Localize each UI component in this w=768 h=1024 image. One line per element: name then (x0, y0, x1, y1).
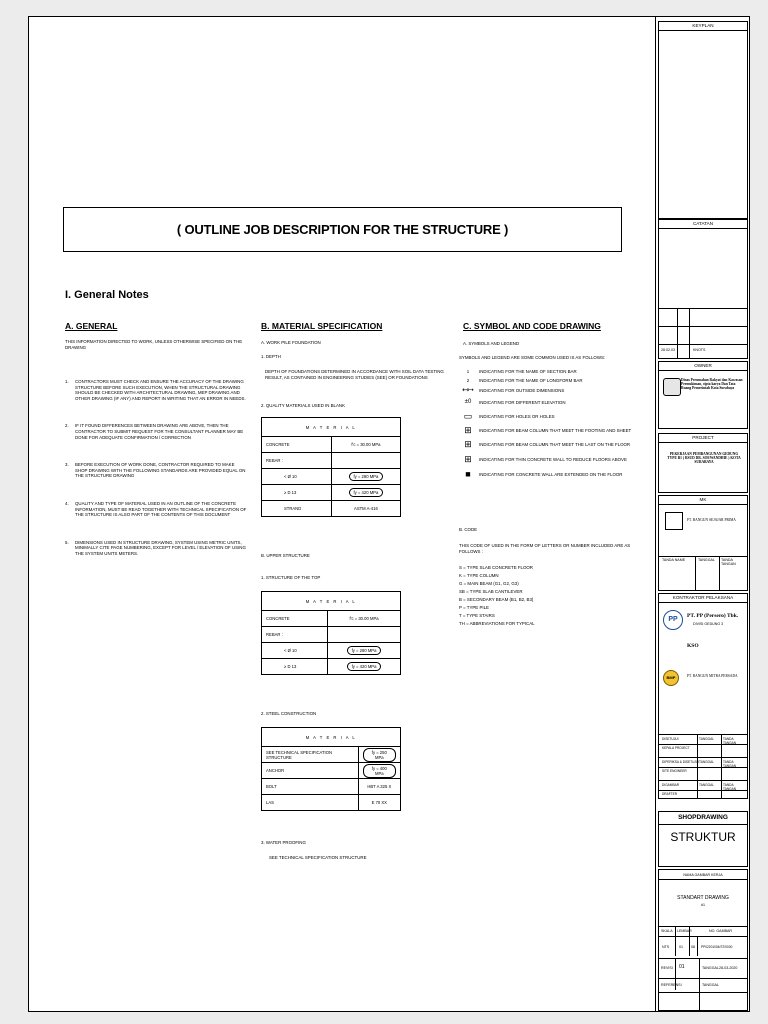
table-row (262, 747, 401, 763)
table-cell: BOLT (262, 779, 359, 795)
depth-label: 1. DEPTH (261, 354, 281, 359)
list-item (457, 410, 647, 424)
keyplan-box (658, 21, 748, 219)
symbol-list (457, 367, 647, 482)
table-header: M A T E R I A L (262, 418, 401, 437)
table-row (262, 437, 401, 453)
table-cell: ASTM A-416 (331, 501, 400, 517)
bmp-company: PT. BANGUN MITRA PERSADA (687, 674, 738, 678)
drawing-no-label: NO. GAMBAR (709, 929, 732, 933)
material-table-1 (261, 417, 401, 517)
table-cell: ≥ D 13 (262, 659, 328, 675)
kontraktor-label: KONTRAKTOR PELAKSANA (659, 594, 747, 603)
list-item: TH = ABBREVIATIONS FOR TYPICAL (459, 621, 535, 626)
checked-label: DIPERIKSA & DISETUJUI (662, 760, 700, 764)
pp-logo-icon: PP (663, 610, 683, 630)
bmp-logo-icon: BMP (663, 670, 679, 686)
material-sub3a: 1. STRUCTURE OF THE TOP (261, 575, 321, 580)
legend-text: INDICATING FOR HOLES OR HOLES (479, 414, 555, 420)
checked-date: TANGGAL (699, 760, 714, 764)
table-header: M A T E R I A L (262, 728, 401, 747)
list-item (457, 385, 647, 396)
legend-text: INDICATING FOR THIN CONCRETE WALL TO REDUCE FLOORS ABOVE (479, 457, 627, 463)
table-cell: E 70 XX (358, 795, 400, 811)
drawing-name-label: NAMA GAMBAR KERJA (683, 873, 723, 877)
project-box (658, 433, 748, 493)
list-item (457, 396, 647, 410)
legend-symbol: ⊞ (464, 425, 472, 436)
list-item (457, 438, 647, 452)
material-sub3: B. UPPER STRUCTURE (261, 553, 310, 558)
owner-label: OWNER (659, 362, 747, 371)
drawn-date: TANGGAL (699, 783, 714, 787)
approved-label: DISETUJUI (662, 737, 679, 741)
table-row (262, 627, 401, 643)
legend-symbol: ↤↦ (462, 386, 474, 394)
scale-value: NTS (662, 945, 670, 949)
legend-symbol: ▭ (463, 411, 473, 422)
kontraktor-box (658, 593, 748, 799)
drawn-label: DIGAMBAR (662, 783, 680, 787)
table-cell: STRAND (262, 501, 332, 517)
table-cell: < Ø 10 (262, 643, 328, 659)
pp-division: DIVISI GEDUNG 3 (693, 622, 724, 626)
drawing-no-value: PP02201004/ST/0000 (701, 945, 733, 949)
legend-text: INDICATING FOR THE NAME OF LONGFORM BAR (479, 377, 583, 383)
catatan-date: 28.02.03 (661, 348, 675, 352)
date-label: TANGGAL (702, 966, 719, 970)
list-item: 1. CONTRACTORS MUST CHECK AND ENSURE THE ACCURACY OF THE DRAWING STRUCTURE BEFORE SUCH EXECUTION, WHEN THE STRUCTURAL DRAWING SHOULD BE CHECKED WITH ARCHITECTURAL DRAWING, MEP DRAWING AND OTHER DRAWING (IF ANY) AND REPORT IN WRITING THAT AN ERROR IN NEEDS. (65, 379, 246, 401)
catatan-label: CATATAN (659, 220, 747, 229)
table-cell: LAS (262, 795, 359, 811)
mk-date-col: TANGGAL (698, 558, 715, 562)
legend-text: INDICATING FOR THE NAME OF SECTION BAR (479, 368, 577, 374)
table-cell: fy = 420 MPa (349, 488, 384, 497)
material-table-2 (261, 591, 401, 675)
table-row (262, 763, 401, 779)
checked-sign: TANDA TANGAN (723, 760, 737, 768)
depth-text: DEPTH OF FOUNDATIONS DETERMINED IN ACCORDANCE WITH SOIL DATA TESTING RESULT, AS CONTAINED IN ENGINEERING STUDIES (SEE) OR FOUNDATIONS (265, 369, 444, 380)
table-row (262, 469, 401, 485)
list-item (457, 452, 647, 468)
pp-company: PT. PP (Persero) Tbk. (687, 613, 739, 619)
list-item-text: QUALITY AND TYPE OF MATERIAL USED IN AN OUTLINE OF THE CONCRETE INFORMATION, MUST BE READ TOGETHER WITH TECHNICAL SPECIFICATION OF THE STRUCTURE IS ALSO PART OF THE CONTENTS OF THIS DOCUMENT (75, 500, 247, 518)
project-label: PROJECT (659, 434, 747, 443)
table-row (262, 611, 401, 627)
table-cell: fy = 400 MPa (363, 764, 396, 778)
table-row (262, 501, 401, 517)
material-sub5: 3. WATER PROOFING (261, 840, 306, 845)
legend-text: INDICATING FOR BEAM COLUMN THAT MEET THE FOOTING AND SHEET (479, 428, 632, 434)
owner-text: Dinas Perumahan Rakyat dan Kawasan Permukiman, cipta karya Dan Tata Ruang Pemerintah Kota Surabaya (681, 378, 743, 390)
legend-symbol: ⊞ (464, 454, 472, 465)
table-row (262, 795, 401, 811)
material-sub1: A. WORK PILE FOUNDATION (261, 340, 321, 345)
list-item: G = MAIN BEAM (G1, G2, G3) (459, 581, 519, 586)
table-row (262, 643, 401, 659)
table-cell: CONCRETE (262, 611, 328, 627)
legend-symbol: ⊞ (464, 439, 472, 450)
scale-label: SKALA (661, 929, 673, 933)
mk-logo-icon (665, 512, 683, 530)
date-value: 28-03-2020 (719, 966, 738, 970)
list-item (457, 367, 647, 376)
table-cell: f'c = 30.00 MPa (331, 437, 400, 453)
table-cell: fy = 420 MPa (347, 662, 382, 671)
reference-label: REFERENSI (661, 983, 682, 987)
table-cell (328, 627, 401, 643)
legend-text: INDICATING FOR BEAM COLUMN THAT MEET THE LAST ON THE FLOOR (479, 442, 631, 448)
mk-sign-col: TANDA TANGAN (721, 558, 736, 566)
table-cell: ≥ D 13 (262, 485, 332, 501)
drawing-name: STANDART DRAWING (677, 895, 729, 901)
table-cell: fy = 250 MPa (363, 748, 396, 762)
shopdrawing-box (658, 811, 748, 867)
drawn-sign: TANDA TANGAN (723, 783, 737, 791)
table-cell: f'c = 30.00 MPa (328, 611, 401, 627)
list-item (457, 468, 647, 482)
drawing-number: #1 (701, 903, 705, 907)
table-cell: HBT A 325 X (358, 779, 400, 795)
material-heading: B. MATERIAL SPECIFICATION (261, 321, 383, 331)
shopdrawing-title: STRUKTUR (670, 830, 736, 844)
material-table-3 (261, 727, 401, 811)
symbol-heading: C. SYMBOL AND CODE DRAWING (463, 321, 601, 331)
shopdrawing-label: SHOPDRAWING (659, 812, 747, 825)
drawing-sheet (28, 16, 750, 1012)
section-heading: I. General Notes (65, 289, 149, 301)
sheet-total: 08 (691, 945, 695, 949)
table-cell: SEE TECHNICAL SPECIFICATION STRUCTURE (262, 747, 359, 763)
list-item-text: CONTRACTORS MUST CHECK AND ENSURE THE ACCURACY OF THE DRAWING STRUCTURE BEFORE SUCH EXECUTION, WHEN THE STRUCTURAL DRAWING SHOULD BE CHECKED WITH ARCHITECTURAL DRAWING, MEP DRAWING AND OTHER DRAWING (IF ANY) AND REPORT IN WRITING THAT AN ERROR IN NEEDS. (75, 379, 246, 401)
general-list (65, 379, 247, 557)
material-sub5-text: SEE TECHNICAL SPECIFICATION STRUCTURE (269, 855, 367, 860)
list-item (457, 376, 647, 385)
approved-sign: TANDA TANGAN (723, 737, 737, 745)
approved-role: KEPALA PROJECT (662, 746, 690, 750)
mk-label: MK (659, 496, 747, 505)
list-item-text: IF IT FOUND DIFFERENCES BETWEEN DRAWING ARE ABOVE, THEN THE CONTRACTOR TO SUBMIT REQUEST FOR THE CONSULTANT PLANNER MAY BE DONE FOR ADEQUATE CONFIRMATION / CORRECTION (75, 423, 244, 440)
list-item: S = TYPE SLAB CONCRETE FLOOR (459, 565, 533, 570)
title-block (655, 17, 750, 1011)
table-cell: CONCRETE (262, 437, 332, 453)
catatan-box (658, 219, 748, 359)
catatan-note: KNOTS (693, 348, 706, 352)
list-item: 2. IF IT FOUND DIFFERENCES BETWEEN DRAWING ARE ABOVE, THEN THE CONTRACTOR TO SUBMIT REQUEST FOR THE CONSULTANT PLANNER MAY BE DONE FOR ADEQUATE CONFIRMATION / CORRECTION (65, 423, 247, 440)
legend-text: INDICATING FOR CONCRETE WALL ARE EXTENDED ON THE FLOOR (479, 472, 623, 478)
list-item-text: DIMENSIONS USED IN STRUCTURE DRAWING, SYSTEM USING METRIC UNITS, MINIMALLY CITE PAGE NUMBERING, EXCEPT FOR LEVEL / ELEVATION OF USING THE SYSTEM UNITS METERS. (75, 539, 246, 556)
sheet-value: 01 (679, 945, 683, 949)
table-row (262, 485, 401, 501)
revision-label: REVISI (661, 966, 673, 970)
mk-company: PT. BANGUN SEJAJAR PRIMA (687, 518, 736, 522)
table-cell: fy = 280 MPa (347, 646, 382, 655)
symbol-sub2: B. CODE (459, 527, 478, 532)
code-list (459, 565, 639, 629)
list-item: T = TYPE STAIRS (459, 613, 495, 618)
table-cell: REBAR : (262, 453, 332, 469)
list-item: 4. QUALITY AND TYPE OF MATERIAL USED IN AN OUTLINE OF THE CONCRETE INFORMATION, MUST BE READ TOGETHER WITH TECHNICAL SPECIFICATION OF THE STRUCTURE IS ALSO PART OF THE CONTENTS OF THIS DOCUMENT (65, 500, 247, 518)
surabaya-logo-icon (663, 378, 681, 396)
table-cell: ANCHOR (262, 763, 359, 779)
legend-text: INDICATING FOR DIFFERENT ELEVATION (479, 400, 566, 406)
code-intro: THIS CODE OF USED IN THE FORM OF LETTERS OR NUMBER INCLUDED ARE AS FOLLOWS : (459, 543, 631, 554)
mk-box (658, 495, 748, 591)
symbol-intro: SYMBOLS AND LEGEND ARE SOME COMMON USED IS AS FOLLOWS: (459, 355, 606, 360)
table-row (262, 659, 401, 675)
list-item-text: BEFORE EXECUTION OF WORK DONE, CONTRACTOR REQUIRED TO MAKE SHOP DRAWING WITH THE FOLLOWING STANDARDS ARE PROVIDED EQUAL ON THE STRUCTURE DRAWING (75, 462, 246, 479)
list-item (457, 424, 647, 438)
legend-symbol: 2 (466, 377, 470, 383)
legend-symbol: ■ (465, 469, 471, 480)
checked-role: SITE ENGINEER (662, 769, 687, 773)
owner-box (658, 361, 748, 429)
list-item: B = SECONDARY BEAM (B1, B2, B3) (459, 597, 534, 602)
material-sub4: 2. STEEL CONSTRUCTION (261, 711, 317, 716)
list-item: P = TYPE PILE (459, 605, 489, 610)
list-item: K = TYPE COLUMN (459, 573, 499, 578)
table-header: M A T E R I A L (262, 592, 401, 611)
list-item: 3. BEFORE EXECUTION OF WORK DONE, CONTRACTOR REQUIRED TO MAKE SHOP DRAWING WITH THE FOLLOWING STANDARDS ARE PROVIDED EQUAL ON THE STRUCTURE DRAWING (65, 462, 246, 479)
table-row (262, 779, 401, 795)
legend-symbol: ±0 (464, 399, 472, 406)
table-cell: REBAR : (262, 627, 328, 643)
approved-date: TANGGAL (699, 737, 714, 741)
project-text: PEKERJAAN PEMBANGUNAN GEDUNG TYPE B1 ( RSUD DR. SOEWANDHIE ) KOTA SURABAYA (667, 452, 741, 464)
keyplan-label: KEYPLAN (659, 22, 747, 31)
list-item: SB = TYPE SLAB CANTILEVER (459, 589, 523, 594)
sheet-label: LEMBAR (677, 929, 692, 933)
reference-date-label: TANGGAL (702, 983, 719, 987)
legend-text: INDICATING FOR OUTSIDE DIMENSIONS (479, 387, 565, 393)
list-item: 5. DIMENSIONS USED IN STRUCTURE DRAWING, SYSTEM USING METRIC UNITS, MINIMALLY CITE PAGE NUMBERING, EXCEPT FOR LEVEL / ELEVATION OF USING THE SYSTEM UNITS METERS. (65, 539, 246, 556)
revision-value: 01 (679, 964, 685, 970)
legend-symbol: 1 (466, 368, 470, 374)
general-heading: A. GENERAL (65, 321, 118, 331)
table-cell: fy = 280 MPa (349, 472, 384, 481)
mk-name-col: TANDA NAME (662, 558, 686, 562)
general-intro: THIS INFORMATION DIRECTED TO WORK, UNLESS OTHERWISE SPECIFIED ON THE DRAWING (65, 339, 243, 350)
symbol-sub1: A. SYMBOLS AND LEGEND (463, 341, 520, 346)
table-cell (331, 453, 400, 469)
kso-label: KSO (687, 643, 699, 649)
document-title: ( OUTLINE JOB DESCRIPTION FOR THE STRUCTURE ) (63, 207, 622, 252)
drawn-role: DRAFTER (662, 792, 678, 796)
table-row (262, 453, 401, 469)
table-cell: < Ø 10 (262, 469, 332, 485)
drawing-info-box (658, 869, 748, 1011)
material-sub2: 2. QUALITY MATERIALS USED IN BLANK (261, 403, 346, 408)
